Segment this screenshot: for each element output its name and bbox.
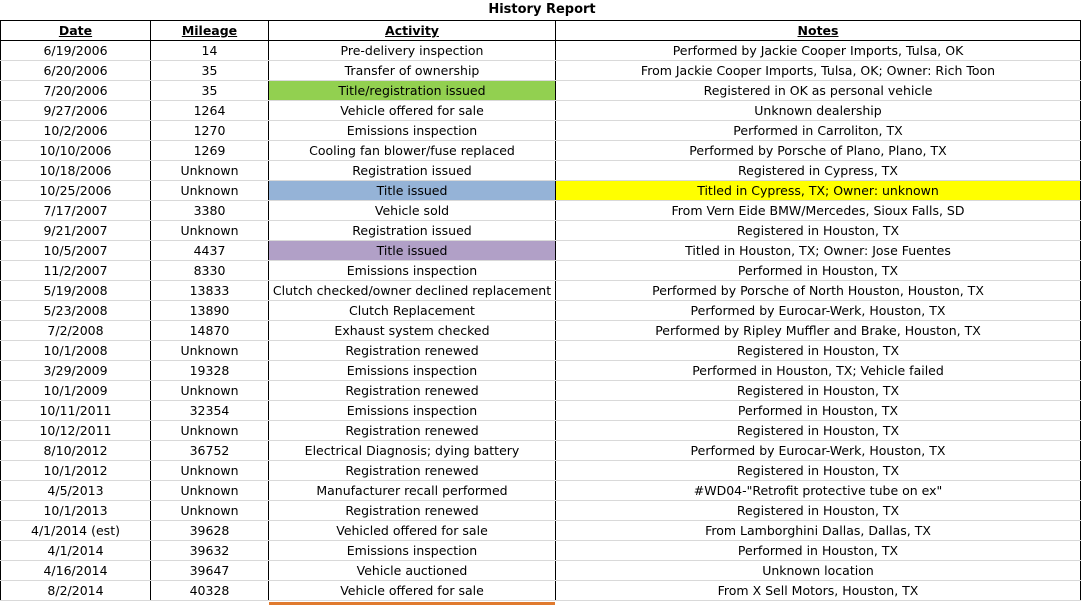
table-row [1, 161, 1081, 181]
date-cell[interactable]: 7/2/2008 [1, 321, 151, 341]
notes-cell[interactable]: Registered in Cypress, TX [556, 161, 1081, 181]
date-cell[interactable]: 10/1/2009 [1, 381, 151, 401]
activity-cell[interactable]: Vehicled offered for sale [269, 521, 556, 541]
activity-cell[interactable]: Manufacturer recall performed [269, 481, 556, 501]
mileage-cell[interactable]: Unknown [151, 341, 269, 361]
notes-cell[interactable]: Titled in Cypress, TX; Owner: unknown [556, 181, 1081, 201]
notes-cell[interactable]: Performed by Ripley Muffler and Brake, Houston, TX [556, 321, 1081, 341]
table-row [1, 361, 1081, 381]
activity-cell[interactable]: Emissions inspection [269, 401, 556, 421]
table-row [1, 501, 1081, 521]
notes-cell[interactable]: Performed by Jackie Cooper Imports, Tulsa, OK [556, 41, 1081, 61]
table-row [1, 41, 1081, 61]
mileage-cell[interactable]: 13890 [151, 301, 269, 321]
notes-cell[interactable]: Unknown dealership [556, 101, 1081, 121]
date-cell[interactable]: 5/23/2008 [1, 301, 151, 321]
table-row [1, 421, 1081, 441]
notes-cell[interactable]: Registered in Houston, TX [556, 461, 1081, 481]
mileage-cell[interactable]: Unknown [151, 381, 269, 401]
activity-cell[interactable]: Registration renewed [269, 461, 556, 481]
date-cell[interactable]: 10/1/2008 [1, 341, 151, 361]
date-cell[interactable]: 8/10/2012 [1, 441, 151, 461]
mileage-cell[interactable]: Unknown [151, 181, 269, 201]
mileage-cell[interactable]: Unknown [151, 481, 269, 501]
mileage-cell[interactable]: 3380 [151, 201, 269, 221]
date-cell[interactable]: 5/19/2008 [1, 281, 151, 301]
activity-cell[interactable]: Title issued [269, 181, 556, 201]
table-row [1, 61, 1081, 81]
activity-cell[interactable]: Exhaust system checked [269, 321, 556, 341]
date-cell[interactable]: 9/27/2006 [1, 101, 151, 121]
table-row [1, 241, 1081, 261]
table-row [1, 521, 1081, 541]
mileage-cell[interactable]: 35 [151, 81, 269, 101]
notes-cell[interactable]: Performed by Porsche of North Houston, Houston, TX [556, 281, 1081, 301]
mileage-cell[interactable]: 14870 [151, 321, 269, 341]
table-row [1, 101, 1081, 121]
column-header-notes[interactable]: Notes [556, 21, 1081, 41]
mileage-cell[interactable]: 14 [151, 41, 269, 61]
notes-cell[interactable]: From Vern Eide BMW/Mercedes, Sioux Falls, SD [556, 201, 1081, 221]
notes-cell[interactable]: Performed by Eurocar-Werk, Houston, TX [556, 301, 1081, 321]
date-cell[interactable]: 4/16/2014 [1, 561, 151, 581]
activity-cell[interactable]: Clutch Replacement [269, 301, 556, 321]
activity-cell[interactable]: Registration renewed [269, 421, 556, 441]
mileage-cell[interactable]: 1269 [151, 141, 269, 161]
notes-cell[interactable]: Registered in Houston, TX [556, 341, 1081, 361]
header-row [1, 21, 1081, 41]
mileage-cell[interactable]: 39632 [151, 541, 269, 561]
table-row [1, 261, 1081, 281]
notes-cell[interactable]: From X Sell Motors, Houston, TX [556, 581, 1081, 601]
date-cell[interactable]: 6/20/2006 [1, 61, 151, 81]
activity-cell[interactable]: Registration issued [269, 161, 556, 181]
activity-cell[interactable]: Electrical Diagnosis; dying battery [269, 441, 556, 461]
table-row [1, 481, 1081, 501]
date-cell[interactable]: 10/5/2007 [1, 241, 151, 261]
mileage-cell[interactable]: Unknown [151, 461, 269, 481]
history-table [0, 20, 1081, 601]
notes-cell[interactable]: From Lamborghini Dallas, Dallas, TX [556, 521, 1081, 541]
table-row [1, 141, 1081, 161]
mileage-cell[interactable]: 1270 [151, 121, 269, 141]
mileage-cell[interactable]: Unknown [151, 421, 269, 441]
table-row [1, 81, 1081, 101]
notes-cell[interactable]: Unknown location [556, 561, 1081, 581]
date-cell[interactable]: 4/1/2014 [1, 541, 151, 561]
notes-cell[interactable]: Performed in Houston, TX [556, 261, 1081, 281]
activity-cell[interactable]: Vehicle offered for sale [269, 581, 556, 601]
activity-cell[interactable]: Emissions inspection [269, 261, 556, 281]
mileage-cell[interactable]: 32354 [151, 401, 269, 421]
mileage-cell[interactable]: 13833 [151, 281, 269, 301]
notes-cell[interactable]: Performed in Houston, TX [556, 541, 1081, 561]
notes-cell[interactable]: Registered in Houston, TX [556, 421, 1081, 441]
activity-cell[interactable]: Title issued [269, 241, 556, 261]
table-row [1, 321, 1081, 341]
table-row [1, 201, 1081, 221]
column-header-mileage[interactable]: Mileage [151, 21, 269, 41]
activity-cell[interactable]: Vehicle offered for sale [269, 101, 556, 121]
mileage-cell[interactable]: 40328 [151, 581, 269, 601]
mileage-cell[interactable]: 39628 [151, 521, 269, 541]
date-cell[interactable]: 11/2/2007 [1, 261, 151, 281]
table-row [1, 381, 1081, 401]
table-row [1, 461, 1081, 481]
activity-cell[interactable]: Vehicle auctioned [269, 561, 556, 581]
column-header-activity[interactable]: Activity [269, 21, 556, 41]
date-cell[interactable]: 10/1/2013 [1, 501, 151, 521]
activity-cell[interactable]: Registration renewed [269, 381, 556, 401]
column-header-date[interactable]: Date [1, 21, 151, 41]
mileage-cell[interactable]: Unknown [151, 501, 269, 521]
activity-cell[interactable]: Emissions inspection [269, 121, 556, 141]
mileage-cell[interactable]: Unknown [151, 161, 269, 181]
activity-cell[interactable]: Transfer of ownership [269, 61, 556, 81]
notes-cell[interactable]: Performed by Porsche of Plano, Plano, TX [556, 141, 1081, 161]
date-cell[interactable]: 8/2/2014 [1, 581, 151, 601]
activity-cell[interactable]: Registration issued [269, 221, 556, 241]
notes-cell[interactable]: Registered in Houston, TX [556, 381, 1081, 401]
mileage-cell[interactable]: 36752 [151, 441, 269, 461]
date-cell[interactable]: 10/11/2011 [1, 401, 151, 421]
activity-cell[interactable]: Clutch checked/owner declined replacement [269, 281, 556, 301]
table-row [1, 341, 1081, 361]
report-title: History Report [488, 2, 596, 17]
notes-cell[interactable]: Performed in Houston, TX [556, 401, 1081, 421]
notes-cell[interactable]: Registered in Houston, TX [556, 501, 1081, 521]
notes-cell[interactable]: Performed in Houston, TX; Vehicle failed [556, 361, 1081, 381]
activity-cell[interactable]: Vehicle sold [269, 201, 556, 221]
notes-cell[interactable]: Performed in Carroliton, TX [556, 121, 1081, 141]
table-row [1, 581, 1081, 601]
date-cell[interactable]: 4/5/2013 [1, 481, 151, 501]
date-cell[interactable]: 3/29/2009 [1, 361, 151, 381]
date-cell[interactable]: 6/19/2006 [1, 41, 151, 61]
table-row [1, 541, 1081, 561]
date-cell[interactable]: 10/25/2006 [1, 181, 151, 201]
notes-cell[interactable]: From Jackie Cooper Imports, Tulsa, OK; Owner: Rich Toon [556, 61, 1081, 81]
notes-cell[interactable]: #WD04-"Retrofit protective tube on ex" [556, 481, 1081, 501]
mileage-cell[interactable]: 35 [151, 61, 269, 81]
activity-cell[interactable]: Emissions inspection [269, 361, 556, 381]
date-cell[interactable]: 10/10/2006 [1, 141, 151, 161]
date-cell[interactable]: 10/1/2012 [1, 461, 151, 481]
table-row [1, 401, 1081, 421]
table-row [1, 441, 1081, 461]
date-cell[interactable]: 10/12/2011 [1, 421, 151, 441]
mileage-cell[interactable]: 39647 [151, 561, 269, 581]
mileage-cell[interactable]: 4437 [151, 241, 269, 261]
activity-cell[interactable]: Registration renewed [269, 341, 556, 361]
mileage-cell[interactable]: 1264 [151, 101, 269, 121]
table-row [1, 561, 1081, 581]
date-cell[interactable]: 10/2/2006 [1, 121, 151, 141]
notes-cell[interactable]: Registered in OK as personal vehicle [556, 81, 1081, 101]
activity-cell[interactable]: Title/registration issued [269, 81, 556, 101]
date-cell[interactable]: 7/20/2006 [1, 81, 151, 101]
notes-cell[interactable]: Titled in Houston, TX; Owner: Jose Fuentes [556, 241, 1081, 261]
date-cell[interactable]: 4/1/2014 (est) [1, 521, 151, 541]
mileage-cell[interactable]: 19328 [151, 361, 269, 381]
date-cell[interactable]: 10/18/2006 [1, 161, 151, 181]
activity-cell[interactable]: Emissions inspection [269, 541, 556, 561]
table-row [1, 181, 1081, 201]
activity-cell[interactable]: Cooling fan blower/fuse replaced [269, 141, 556, 161]
notes-cell[interactable]: Registered in Houston, TX [556, 221, 1081, 241]
date-cell[interactable]: 9/21/2007 [1, 221, 151, 241]
activity-cell[interactable]: Registration renewed [269, 501, 556, 521]
table-row [1, 121, 1081, 141]
mileage-cell[interactable]: Unknown [151, 221, 269, 241]
table-body [1, 41, 1081, 601]
activity-cell[interactable]: Pre-delivery inspection [269, 41, 556, 61]
notes-cell[interactable]: Performed by Eurocar-Werk, Houston, TX [556, 441, 1081, 461]
table-row [1, 301, 1081, 321]
table-row [1, 221, 1081, 241]
table-row [1, 281, 1081, 301]
mileage-cell[interactable]: 8330 [151, 261, 269, 281]
date-cell[interactable]: 7/17/2007 [1, 201, 151, 221]
